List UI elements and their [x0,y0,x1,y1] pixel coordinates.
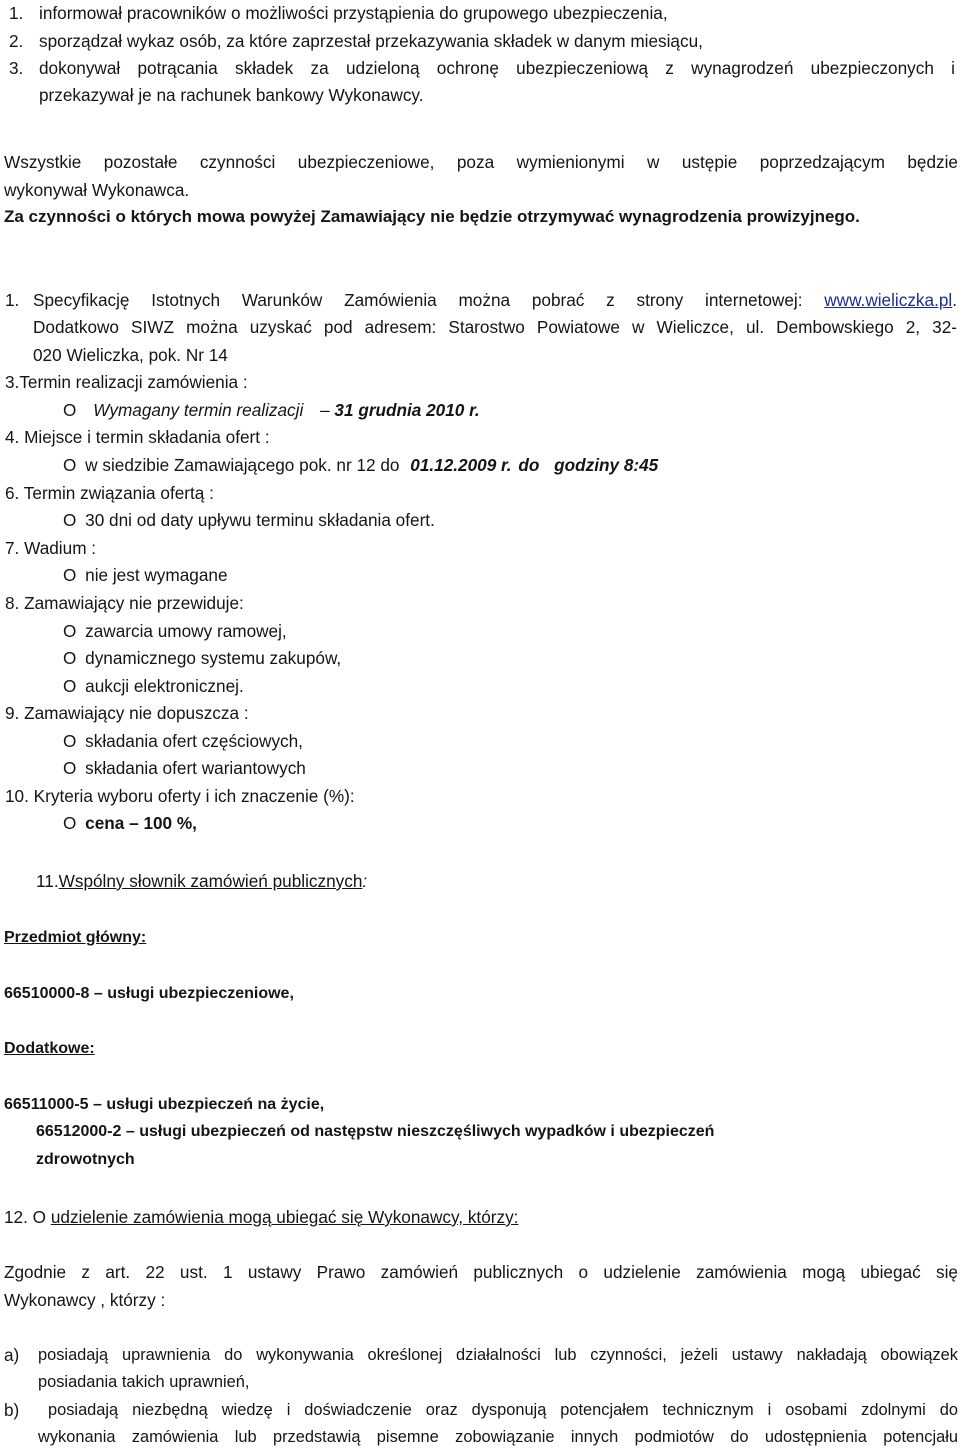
bullet: O [63,813,77,833]
cpv-heading: Wspólny słownik zamówień publicznych [58,871,363,891]
condition-b [4,1399,958,1421]
section-6-heading: 6. Termin związania ofertą : [5,483,214,503]
bullet: O [63,648,77,668]
section-number: 1. [5,290,20,310]
section-1 [5,289,957,311]
item-text: składania ofert częściowych, [85,731,303,751]
list-text: dokonywał potrącania składek za udzieloną ochronę ubezpieczeniową z wynagrodzeń ubezpieczonych i [39,58,955,78]
period: . [952,290,958,310]
list-number: 3. [9,58,24,78]
item-text: w siedzibie Zamawiającego pok. nr 12 do [85,455,400,475]
time: godziny 8:45 [554,455,659,475]
section-3-item [63,399,480,421]
condition-text: posiadają niezbędną wiedzę i doświadczenie oraz dysponują potencjałem technicznym i osobami zdolnymi do [48,1401,958,1419]
item-text: nie jest wymagane [85,565,228,585]
section-8-item [63,620,287,642]
dash: – [320,400,330,420]
section-8-heading: 8. Zamawiający nie przewiduje: [5,593,244,613]
date: 01.12.2009 r. [410,455,512,475]
list-number: 2. [9,31,24,51]
section-7-heading: 7. Wadium : [5,538,97,558]
condition-a-cont: posiadania takich uprawnień, [38,1373,250,1391]
section-text-pre: Specyfikację Istotnych Warunków Zamówienia można pobrać z strony internetowej: [33,290,803,310]
bullet: O [63,565,77,585]
criterion: cena – 100 %, [85,813,197,833]
item-text: 30 dni od daty upływu terminu składania ofert. [85,510,435,530]
item-text: składania ofert wariantowych [85,758,306,778]
paragraph-line: Zgodnie z art. 22 ust. 1 ustawy Prawo zamówień publicznych o udzielenie zamówienia mogą ubiegać się [4,1262,958,1282]
list-text: sporządzał wykaz osób, za które zaprzestał przekazywania składek w danym miesiącu, [39,31,703,51]
section-9-item [63,757,306,779]
website-link[interactable]: www.wieliczka.pl [824,290,953,310]
bullet: O [63,621,77,641]
item-text: aukcji elektronicznej. [85,676,244,696]
bullet: O [63,758,77,778]
section-4-item [63,454,658,476]
section-3-heading: 3.Termin realizacji zamówienia : [5,372,248,392]
section-8-item [63,647,341,669]
intro-item-3-cont: przekazywał je na rachunek bankowy Wykonawcy. [39,85,424,105]
item-text: zawarcia umowy ramowej, [85,621,287,641]
main-subject-label: Przedmiot główny: [4,929,147,946]
section-number: 11. [36,871,59,891]
section-4-heading: 4. Miejsce i termin składania ofert : [5,427,270,447]
condition-text: posiadają uprawnienia do wykonywania określonej działalności lub czynności, jeżeli ustawy nakładają obowiązek [38,1346,958,1364]
bullet: O [63,510,77,530]
section-10-heading: 10. Kryteria wyboru oferty i ich znaczenie (%): [5,786,355,806]
additional-cpv-code-cont: zdrowotnych [36,1151,135,1168]
item-italic: Wymagany termin realizacji [93,400,304,420]
section-1-line3: 020 Wieliczka, pok. Nr 14 [33,345,228,365]
paragraph-line: Wykonawcy , którzy : [4,1290,166,1310]
paragraph-line: wykonywał Wykonawca. [4,180,190,200]
section-10-item [63,812,197,834]
condition-letter: b) [4,1400,20,1420]
section-9-heading: 9. Zamawiający nie dopuszcza : [5,703,249,723]
additional-cpv-code: 66512000-2 – usługi ubezpieczeń od następstw nieszczęśliwych wypadków i ubezpieczeń [36,1123,715,1140]
additional-cpv-code: 66511000-5 – usługi ubezpieczeń na życie, [4,1096,325,1113]
intro-item-2 [9,30,703,52]
section-1-line2: Dodatkowo SIWZ można uzyskać pod adresem: Starostwo Powiatowe w Wieliczce, ul. Dembowskiego 2, 32- [33,317,957,337]
colon: : [362,871,368,891]
bullet: O [63,400,77,420]
condition-b-cont: wykonania zamówienia lub przedstawią pisemne zobowiązanie innych podmiotów do udostępnienia potencjału [38,1428,958,1446]
condition-a [4,1344,958,1366]
section-text [33,289,957,311]
main-cpv-code: 66510000-8 – usługi ubezpieczeniowe, [4,985,294,1002]
section-9-item [63,730,303,752]
additional-label: Dodatkowe: [4,1040,95,1057]
list-number: 1. [9,3,24,23]
condition-letter: a) [4,1345,20,1365]
section-12-heading [4,1206,518,1228]
bullet: O [63,455,77,475]
section-8-item [63,675,244,697]
list-text: informował pracowników o możliwości przystąpienia do grupowego ubezpieczenia, [39,3,668,23]
section-6-item [63,509,435,531]
section-7-item [63,564,228,586]
intro-item-3 [9,57,955,79]
paragraph-line: Wszystkie pozostałe czynności ubezpieczeniowe, poza wymienionymi w ustępie poprzedzającym będzie [4,152,958,172]
section-heading-text: udzielenie zamówienia mogą ubiegać się Wykonawcy, którzy: [50,1207,519,1227]
do: do [518,455,540,475]
intro-item-1 [9,2,668,24]
section-number: 12. O [4,1207,47,1227]
bullet: O [63,676,77,696]
bold-paragraph: Za czynności o których mowa powyżej Zamawiający nie będzie otrzymywać wynagrodzenia prowizyjnego. [4,207,860,226]
item-text: dynamicznego systemu zakupów, [85,648,342,668]
bullet: O [63,731,77,751]
deadline: 31 grudnia 2010 r. [334,400,480,420]
section-11-heading [36,870,367,892]
